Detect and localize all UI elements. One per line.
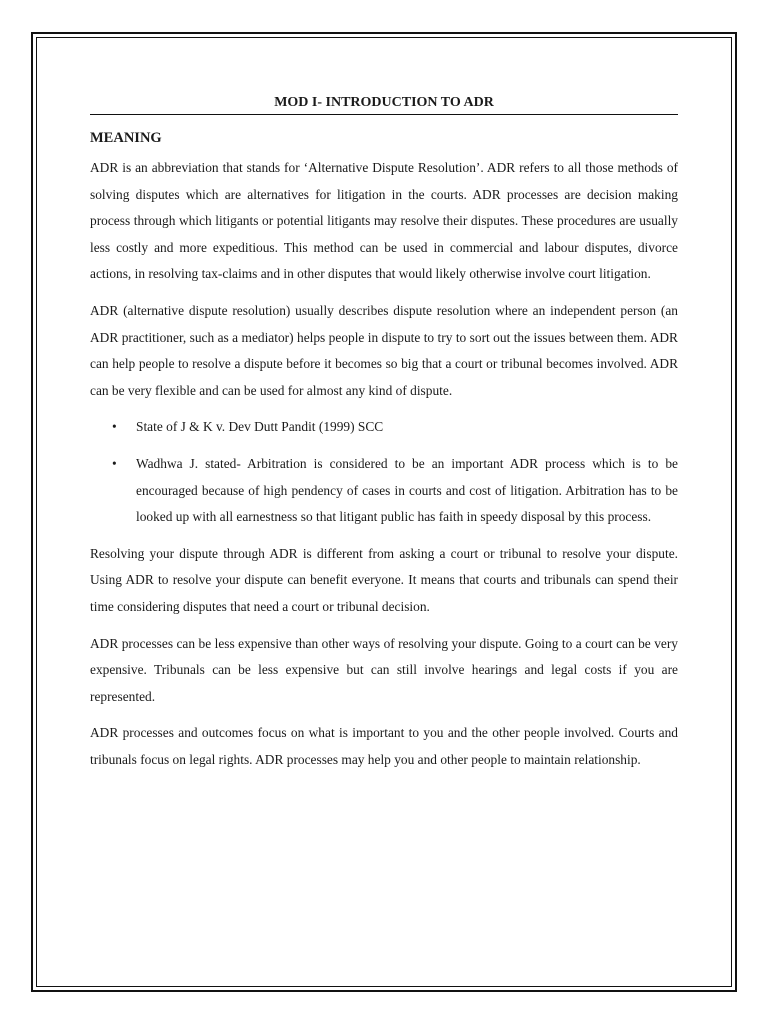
paragraph-benefit: Resolving your dispute through ADR is different from asking a court or tribunal to resolve your dispute. Using ADR to resolve your dispute can benefit everyone. It means that courts and tribunals can spend their time considering disputes that need a court or tribunal decision. xyxy=(90,545,678,614)
paragraph-relationship: ADR processes and outcomes focus on what is important to you and the other people involved. Courts and tribunals focus on legal rights. ADR processes may help you and other people to maintain relationship. xyxy=(90,725,678,767)
bullet-text: State of J & K v. Dev Dutt Pandit (1999) SCC xyxy=(136,419,384,435)
paragraph-definition: ADR is an abbreviation that stands for ‘Alternative Dispute Resolution’. ADR refers to all those methods of solving disputes which are alternatives for litigation in the courts. ADR processes are decision making process through which litigants or potential litigants may resolve their disputes. These procedures are usually less costly and more expeditious. This method can be used in commercial and labour disputes, divorce actions, in resolving tax-claims and in other disputes that would likely otherwise involve court litigation. xyxy=(90,160,678,282)
bullet-icon: • xyxy=(112,419,117,435)
bullet-item-quote xyxy=(90,451,678,531)
document-body xyxy=(90,94,678,783)
paragraph-description: ADR (alternative dispute resolution) usually describes dispute resolution where an independent person (an ADR practitioner, such as a mediator) helps people in dispute to try to sort out the issues between them. ADR can help people to resolve a dispute before it becomes so big that a court or tribunal becomes involved. ADR can be very flexible and can be used for almost any kind of dispute. xyxy=(90,302,678,398)
case-bullet-list xyxy=(90,414,678,530)
bullet-text: Wadhwa J. stated- Arbitration is considered to be an important ADR process which is to be encouraged because of high pendency of cases in courts and cost of litigation. Arbitration has to be looked up with all earnestness so that litigant public has faith in speedy disposal by this process. xyxy=(136,455,678,525)
bullet-item-case xyxy=(90,414,678,441)
paragraph-cost: ADR processes can be less expensive than other ways of resolving your dispute. Going to a court can be very expensive. Tribunals can be less expensive but can still involve hearings and legal costs if you are represented. xyxy=(90,635,678,704)
document-title: MOD I- INTRODUCTION TO ADR xyxy=(90,94,678,115)
bullet-icon: • xyxy=(112,455,117,471)
section-heading: MEANING xyxy=(90,130,162,146)
